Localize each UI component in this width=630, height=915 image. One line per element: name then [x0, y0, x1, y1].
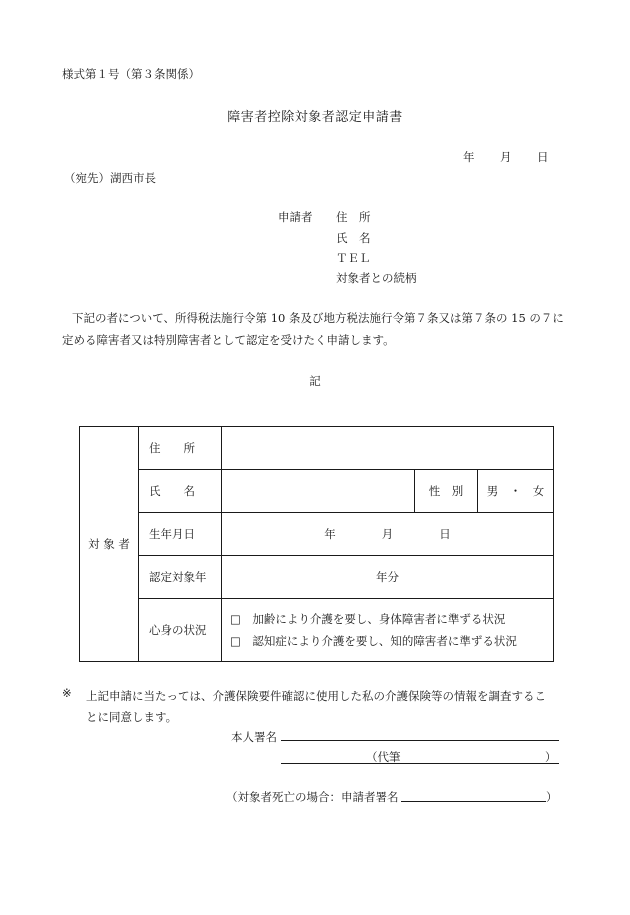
condition-option-dementia[interactable]: □ 認知症により介護を要し、知的障害者に準ずる状況	[230, 634, 517, 648]
deceased-close: ）	[546, 790, 558, 804]
birthdate-label: 生年月日	[139, 513, 222, 556]
date-month[interactable]: 月	[500, 150, 512, 164]
proxy-open: （代筆	[366, 750, 401, 764]
date-year[interactable]: 年	[463, 150, 475, 164]
subject-label: 対 象 者	[80, 427, 139, 662]
applicant-relation-field[interactable]: 対象者との続柄	[336, 271, 417, 285]
proxy-close: ）	[545, 750, 557, 764]
deceased-signature-line[interactable]	[401, 801, 546, 802]
date-day[interactable]: 日	[537, 150, 549, 164]
addressee: （宛先）湖西市長	[64, 171, 156, 185]
sex-select[interactable]: 男 ・ 女	[478, 470, 554, 513]
ki-heading: 記	[309, 374, 321, 388]
cert-year-label: 認定対象年	[139, 556, 222, 599]
note-mark: ※	[62, 686, 72, 700]
proxy-line[interactable]	[281, 763, 559, 764]
address-input[interactable]	[222, 427, 554, 470]
sex-label: 性 別	[415, 470, 478, 513]
page-title: 障害者控除対象者認定申請書	[227, 110, 403, 125]
applicant-tel-field[interactable]: ＴＥＬ	[336, 251, 371, 265]
applicant-address-field[interactable]: 住 所	[336, 210, 371, 224]
name-label: 氏 名	[139, 470, 222, 513]
address-label: 住 所	[139, 427, 222, 470]
signature-label: 本人署名	[231, 730, 277, 744]
subject-info-table	[79, 426, 554, 662]
cert-year-input[interactable]: 年分	[222, 556, 554, 599]
condition-options	[222, 599, 554, 662]
form-number: 様式第１号（第３条関係）	[62, 67, 200, 81]
signature-line[interactable]	[281, 740, 559, 741]
deceased-signature-label: （対象者死亡の場合：申請者署名	[226, 790, 399, 804]
birthdate-input[interactable]: 年 月 日	[222, 513, 554, 556]
condition-label: 心身の状況	[139, 599, 222, 662]
consent-note: 上記申請に当たっては、介護保険要件確認に使用した私の介護保険等の情報を調査することに同意します。	[86, 689, 546, 724]
name-input[interactable]	[222, 470, 415, 513]
body-text: 下記の者について、所得税法施行令第 10 条及び地方税法施行令第７条又は第７条の 15 の７に定める障害者又は特別障害者として認定を受けたく申請します。	[62, 311, 564, 347]
applicant-name-field[interactable]: 氏 名	[336, 231, 371, 245]
condition-option-aging[interactable]: □ 加齢により介護を要し、身体障害者に準ずる状況	[230, 612, 506, 626]
applicant-label: 申請者	[278, 210, 313, 224]
